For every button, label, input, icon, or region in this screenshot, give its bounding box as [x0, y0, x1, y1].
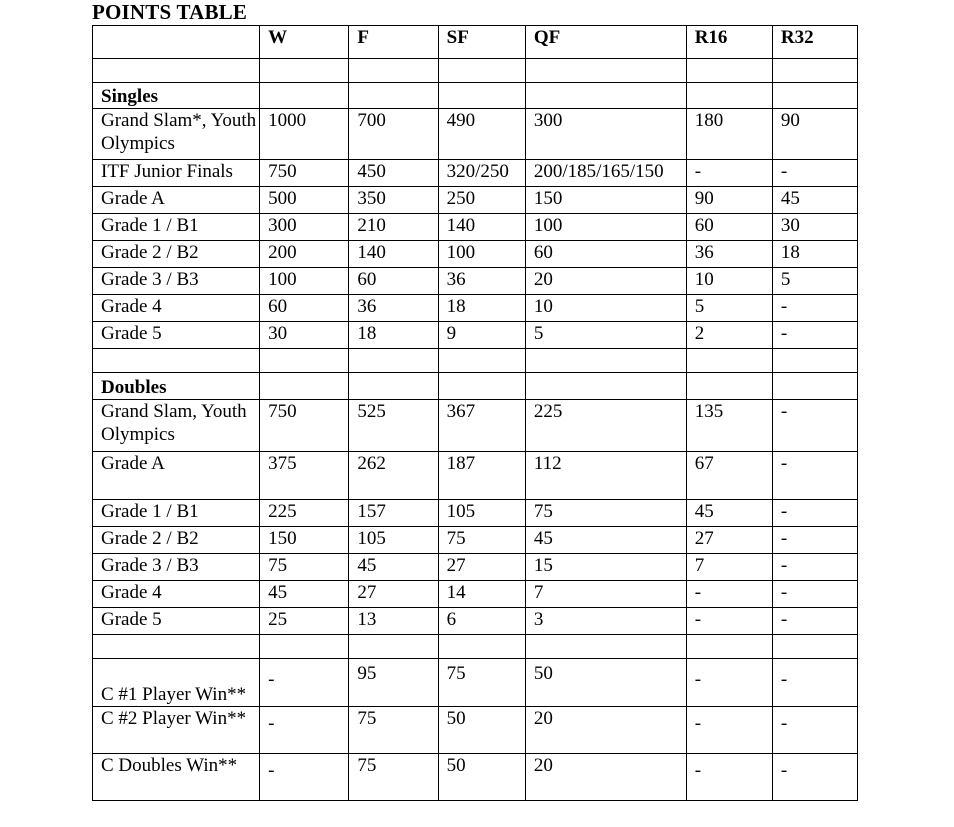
table-cell: 90: [686, 187, 772, 214]
table-cell: 18: [438, 295, 525, 322]
table-cell: -: [772, 322, 857, 349]
table-cell: 1000: [260, 109, 349, 160]
table-cell: -: [686, 160, 772, 187]
table-row: [93, 241, 858, 268]
row-label: Grade 4: [93, 581, 260, 608]
table-cell: 225: [260, 500, 349, 527]
table-cell: -: [772, 754, 857, 801]
table-cell: 50: [438, 707, 525, 754]
table-cell: 27: [349, 581, 438, 608]
table-cell: 150: [260, 527, 349, 554]
spacer-row: [93, 59, 858, 83]
table-cell: 30: [260, 322, 349, 349]
table-cell: -: [772, 452, 857, 500]
table-cell: 27: [438, 554, 525, 581]
table-cell: -: [772, 400, 857, 452]
table-cell: -: [772, 707, 857, 754]
table-row: [93, 400, 858, 452]
row-label: C Doubles Win**: [93, 754, 260, 801]
table-cell: 3: [525, 608, 686, 635]
section-heading-row: [93, 373, 858, 400]
section-heading: Singles: [93, 83, 260, 109]
table-cell: -: [686, 659, 772, 707]
table-cell: -: [772, 608, 857, 635]
table-cell: 45: [525, 527, 686, 554]
table-header-row: [93, 26, 858, 59]
page-title: POINTS TABLE: [92, 0, 248, 24]
table-cell: 20: [525, 754, 686, 801]
table-cell: 5: [525, 322, 686, 349]
table-cell: 350: [349, 187, 438, 214]
row-label: Grade A: [93, 452, 260, 500]
table-cell: 60: [525, 241, 686, 268]
table-cell: 36: [349, 295, 438, 322]
row-label: Grand Slam*, Youth Olympics: [93, 109, 260, 160]
header-cell: [93, 26, 260, 59]
table-row: [93, 295, 858, 322]
table-cell: 750: [260, 160, 349, 187]
row-label: Grade 2 / B2: [93, 241, 260, 268]
table-cell: 5: [686, 295, 772, 322]
table-cell: -: [686, 608, 772, 635]
spacer-row: [93, 349, 858, 373]
row-label: Grade 5: [93, 608, 260, 635]
table-cell: 15: [525, 554, 686, 581]
table-row: [93, 452, 858, 500]
row-label: Grade 2 / B2: [93, 527, 260, 554]
table-row: [93, 160, 858, 187]
table-cell: 525: [349, 400, 438, 452]
table-row: [93, 659, 858, 707]
table-cell: 140: [349, 241, 438, 268]
table-cell: 75: [349, 754, 438, 801]
table-cell: 450: [349, 160, 438, 187]
table-cell: 45: [772, 187, 857, 214]
table-cell: 9: [438, 322, 525, 349]
table-cell: 36: [686, 241, 772, 268]
header-cell: QF: [525, 26, 686, 59]
table-cell: -: [686, 754, 772, 801]
table-cell: 45: [686, 500, 772, 527]
table-cell: 75: [438, 659, 525, 707]
table-cell: 100: [525, 214, 686, 241]
table-cell: 112: [525, 452, 686, 500]
table-cell: 75: [349, 707, 438, 754]
row-label: Grade 1 / B1: [93, 214, 260, 241]
row-label: Grade 4: [93, 295, 260, 322]
points-table: [92, 25, 858, 801]
table-cell: 100: [438, 241, 525, 268]
header-cell: R16: [686, 26, 772, 59]
row-label: C #2 Player Win**: [93, 707, 260, 754]
table-cell: 60: [349, 268, 438, 295]
table-cell: -: [772, 554, 857, 581]
row-label: ITF Junior Finals: [93, 160, 260, 187]
table-row: [93, 214, 858, 241]
table-row: [93, 581, 858, 608]
section-heading: Doubles: [93, 373, 260, 400]
table-cell: 14: [438, 581, 525, 608]
table-row: [93, 554, 858, 581]
row-label: Grand Slam, Youth Olympics: [93, 400, 260, 452]
table-cell: 105: [349, 527, 438, 554]
table-cell: -: [772, 500, 857, 527]
table-cell: 60: [260, 295, 349, 322]
table-cell: 375: [260, 452, 349, 500]
table-cell: 300: [260, 214, 349, 241]
table-cell: 13: [349, 608, 438, 635]
header-cell: R32: [772, 26, 857, 59]
table-cell: -: [260, 754, 349, 801]
table-cell: -: [772, 527, 857, 554]
table-cell: 750: [260, 400, 349, 452]
table-cell: 7: [686, 554, 772, 581]
table-cell: 20: [525, 268, 686, 295]
table-cell: -: [772, 581, 857, 608]
table-cell: 135: [686, 400, 772, 452]
table-cell: -: [260, 707, 349, 754]
table-cell: -: [686, 581, 772, 608]
table-cell: 700: [349, 109, 438, 160]
table-cell: 300: [525, 109, 686, 160]
table-cell: 367: [438, 400, 525, 452]
table-cell: 75: [438, 527, 525, 554]
table-cell: -: [772, 295, 857, 322]
table-cell: 50: [438, 754, 525, 801]
table-cell: -: [772, 659, 857, 707]
table-cell: 2: [686, 322, 772, 349]
table-row: [93, 187, 858, 214]
table-cell: 30: [772, 214, 857, 241]
table-cell: 140: [438, 214, 525, 241]
table-cell: 210: [349, 214, 438, 241]
table-cell: 150: [525, 187, 686, 214]
table-cell: 45: [349, 554, 438, 581]
table-cell: 90: [772, 109, 857, 160]
table-cell: 45: [260, 581, 349, 608]
row-label: Grade 1 / B1: [93, 500, 260, 527]
table-cell: 18: [772, 241, 857, 268]
table-cell: 200: [260, 241, 349, 268]
table-row: [93, 707, 858, 754]
table-cell: -: [260, 659, 349, 707]
table-cell: 95: [349, 659, 438, 707]
table-cell: 180: [686, 109, 772, 160]
table-cell: 20: [525, 707, 686, 754]
table-cell: 36: [438, 268, 525, 295]
table-row: [93, 500, 858, 527]
table-cell: 157: [349, 500, 438, 527]
table-cell: 200/185/165/150: [525, 160, 686, 187]
table-row: [93, 268, 858, 295]
table-cell: 500: [260, 187, 349, 214]
table-row: [93, 109, 858, 160]
spacer-row: [93, 635, 858, 659]
table-cell: 5: [772, 268, 857, 295]
table-cell: 75: [260, 554, 349, 581]
table-row: [93, 608, 858, 635]
header-cell: W: [260, 26, 349, 59]
header-cell: SF: [438, 26, 525, 59]
table-cell: 50: [525, 659, 686, 707]
table-cell: 250: [438, 187, 525, 214]
table-cell: 27: [686, 527, 772, 554]
table-cell: 60: [686, 214, 772, 241]
table-row: [93, 322, 858, 349]
table-cell: 490: [438, 109, 525, 160]
table-cell: 10: [686, 268, 772, 295]
table-cell: 320/250: [438, 160, 525, 187]
table-cell: 25: [260, 608, 349, 635]
table-cell: -: [686, 707, 772, 754]
section-heading-row: [93, 83, 858, 109]
row-label: Grade A: [93, 187, 260, 214]
table-cell: 67: [686, 452, 772, 500]
table-row: [93, 527, 858, 554]
table-cell: 105: [438, 500, 525, 527]
row-label: Grade 5: [93, 322, 260, 349]
row-label: C #1 Player Win**: [93, 659, 260, 707]
table-cell: 225: [525, 400, 686, 452]
row-label: Grade 3 / B3: [93, 554, 260, 581]
row-label: Grade 3 / B3: [93, 268, 260, 295]
table-cell: 6: [438, 608, 525, 635]
table-row: [93, 754, 858, 801]
table-cell: 262: [349, 452, 438, 500]
table-cell: 100: [260, 268, 349, 295]
table-cell: -: [772, 160, 857, 187]
header-cell: F: [349, 26, 438, 59]
table-cell: 75: [525, 500, 686, 527]
table-cell: 7: [525, 581, 686, 608]
table-cell: 10: [525, 295, 686, 322]
table-cell: 187: [438, 452, 525, 500]
table-cell: 18: [349, 322, 438, 349]
